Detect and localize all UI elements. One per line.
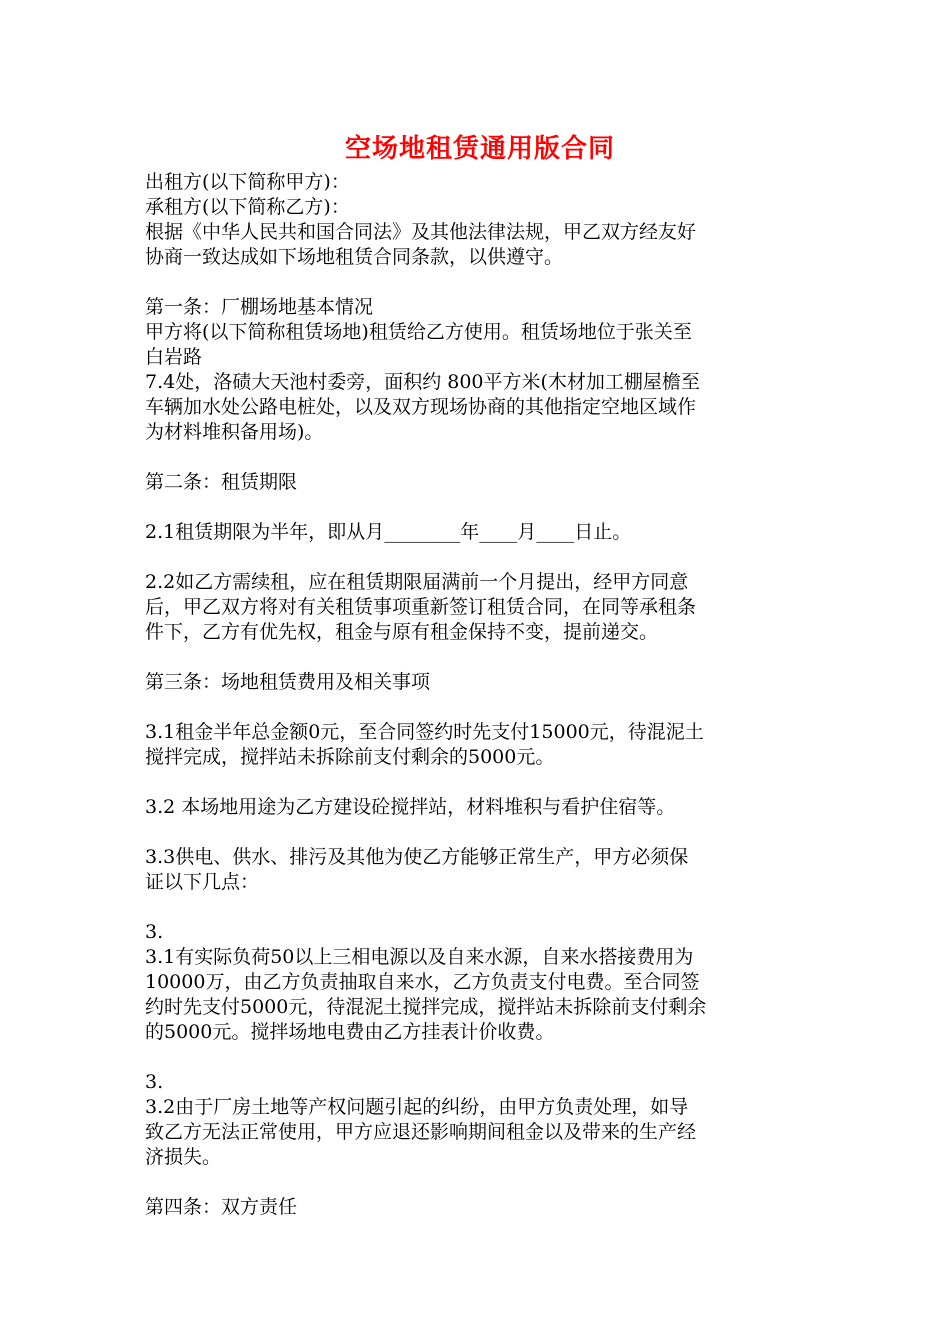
text-line: 第三条：场地租赁费用及相关事项 <box>145 671 431 693</box>
text-line: 10000万，由乙方负责抽取自来水，乙方负责支付电费。至合同签 <box>145 971 700 993</box>
blank-line <box>145 820 815 845</box>
text-line: 致乙方无法正常使用，甲方应退还影响期间租金以及带来的生产经 <box>145 1121 697 1143</box>
text-line: 第四条：双方责任 <box>145 1196 298 1218</box>
blank-line <box>145 645 815 670</box>
text-line: 出租方(以下简称甲方)： <box>145 171 350 193</box>
document-title: 空场地租赁通用版合同 <box>344 134 615 164</box>
text-line: 为材料堆积备用场)。 <box>145 421 324 443</box>
text-line: 3.3供电、供水、排污及其他为使乙方能够正常生产，甲方必须保 <box>145 846 689 868</box>
text-line: 7.4处，洛碛大天池村委旁，面积约 800平方米(木材加工棚屋檐至 <box>145 371 700 393</box>
text-line: 证以下几点： <box>145 871 260 893</box>
blank-line <box>145 695 815 720</box>
blank-line <box>145 445 815 470</box>
text-line: 第一条：厂棚场地基本情况 <box>145 296 374 318</box>
text-line: 车辆加水处公路电桩处，以及双方现场协商的其他指定空地区域作 <box>145 396 697 418</box>
text-line: 3.1租金半年总金额0元，至合同签约时先支付15000元，待混泥土 <box>145 721 704 743</box>
text-line: 甲方将(以下简称租赁场地)租赁给乙方使用。租赁场地位于张关至 <box>145 321 692 343</box>
blank-line <box>145 545 815 570</box>
text-line: 第二条：租赁期限 <box>145 471 298 493</box>
text-line: 3. <box>145 921 164 943</box>
text-line: 3.2由于厂房土地等产权问题引起的纠纷，由甲方负责处理，如导 <box>145 1096 689 1118</box>
blank-line <box>145 1170 815 1195</box>
text-line: 约时先支付5000元，待混泥土搅拌完成，搅拌站未拆除前支付剩余 <box>145 996 707 1018</box>
blank-line <box>145 770 815 795</box>
text-line: 后，甲乙双方将对有关租赁事项重新签订租赁合同，在同等承租条 <box>145 596 697 618</box>
text-line: 件下，乙方有优先权，租金与原有租金保持不变，提前递交。 <box>145 621 659 643</box>
text-line: 协商一致达成如下场地租赁合同条款，以供遵守。 <box>145 246 564 268</box>
blank-line <box>145 1045 815 1070</box>
text-line: 3. <box>145 1071 164 1093</box>
text-line: 2.2如乙方需续租，应在租赁期限届满前一个月提出，经甲方同意 <box>145 571 689 593</box>
blank-line <box>145 495 815 520</box>
blank-line <box>145 895 815 920</box>
contract-page <box>145 130 815 1220</box>
text-line: 承租方(以下简称乙方)： <box>145 196 350 218</box>
blank-line <box>145 270 815 295</box>
document-body <box>145 170 815 1220</box>
text-line: 白岩路 <box>145 346 203 368</box>
text-line: 根据《中华人民共和国合同法》及其他法律法规，甲乙双方经友好 <box>145 221 697 243</box>
text-line: 济损失。 <box>145 1146 222 1168</box>
text-line: 3.2 本场地用途为乙方建设砼搅拌站，材料堆积与看护住宿等。 <box>145 796 676 818</box>
text-line: 搅拌完成，搅拌站未拆除前支付剩余的5000元。 <box>145 746 555 768</box>
text-line: 的5000元。搅拌场地电费由乙方挂表计价收费。 <box>145 1021 555 1043</box>
text-line: 2.1租赁期限为半年，即从月________年____月____日止。 <box>145 521 632 543</box>
text-line: 3.1有实际负荷50以上三相电源以及自来水源，自来水搭接费用为 <box>145 946 694 968</box>
